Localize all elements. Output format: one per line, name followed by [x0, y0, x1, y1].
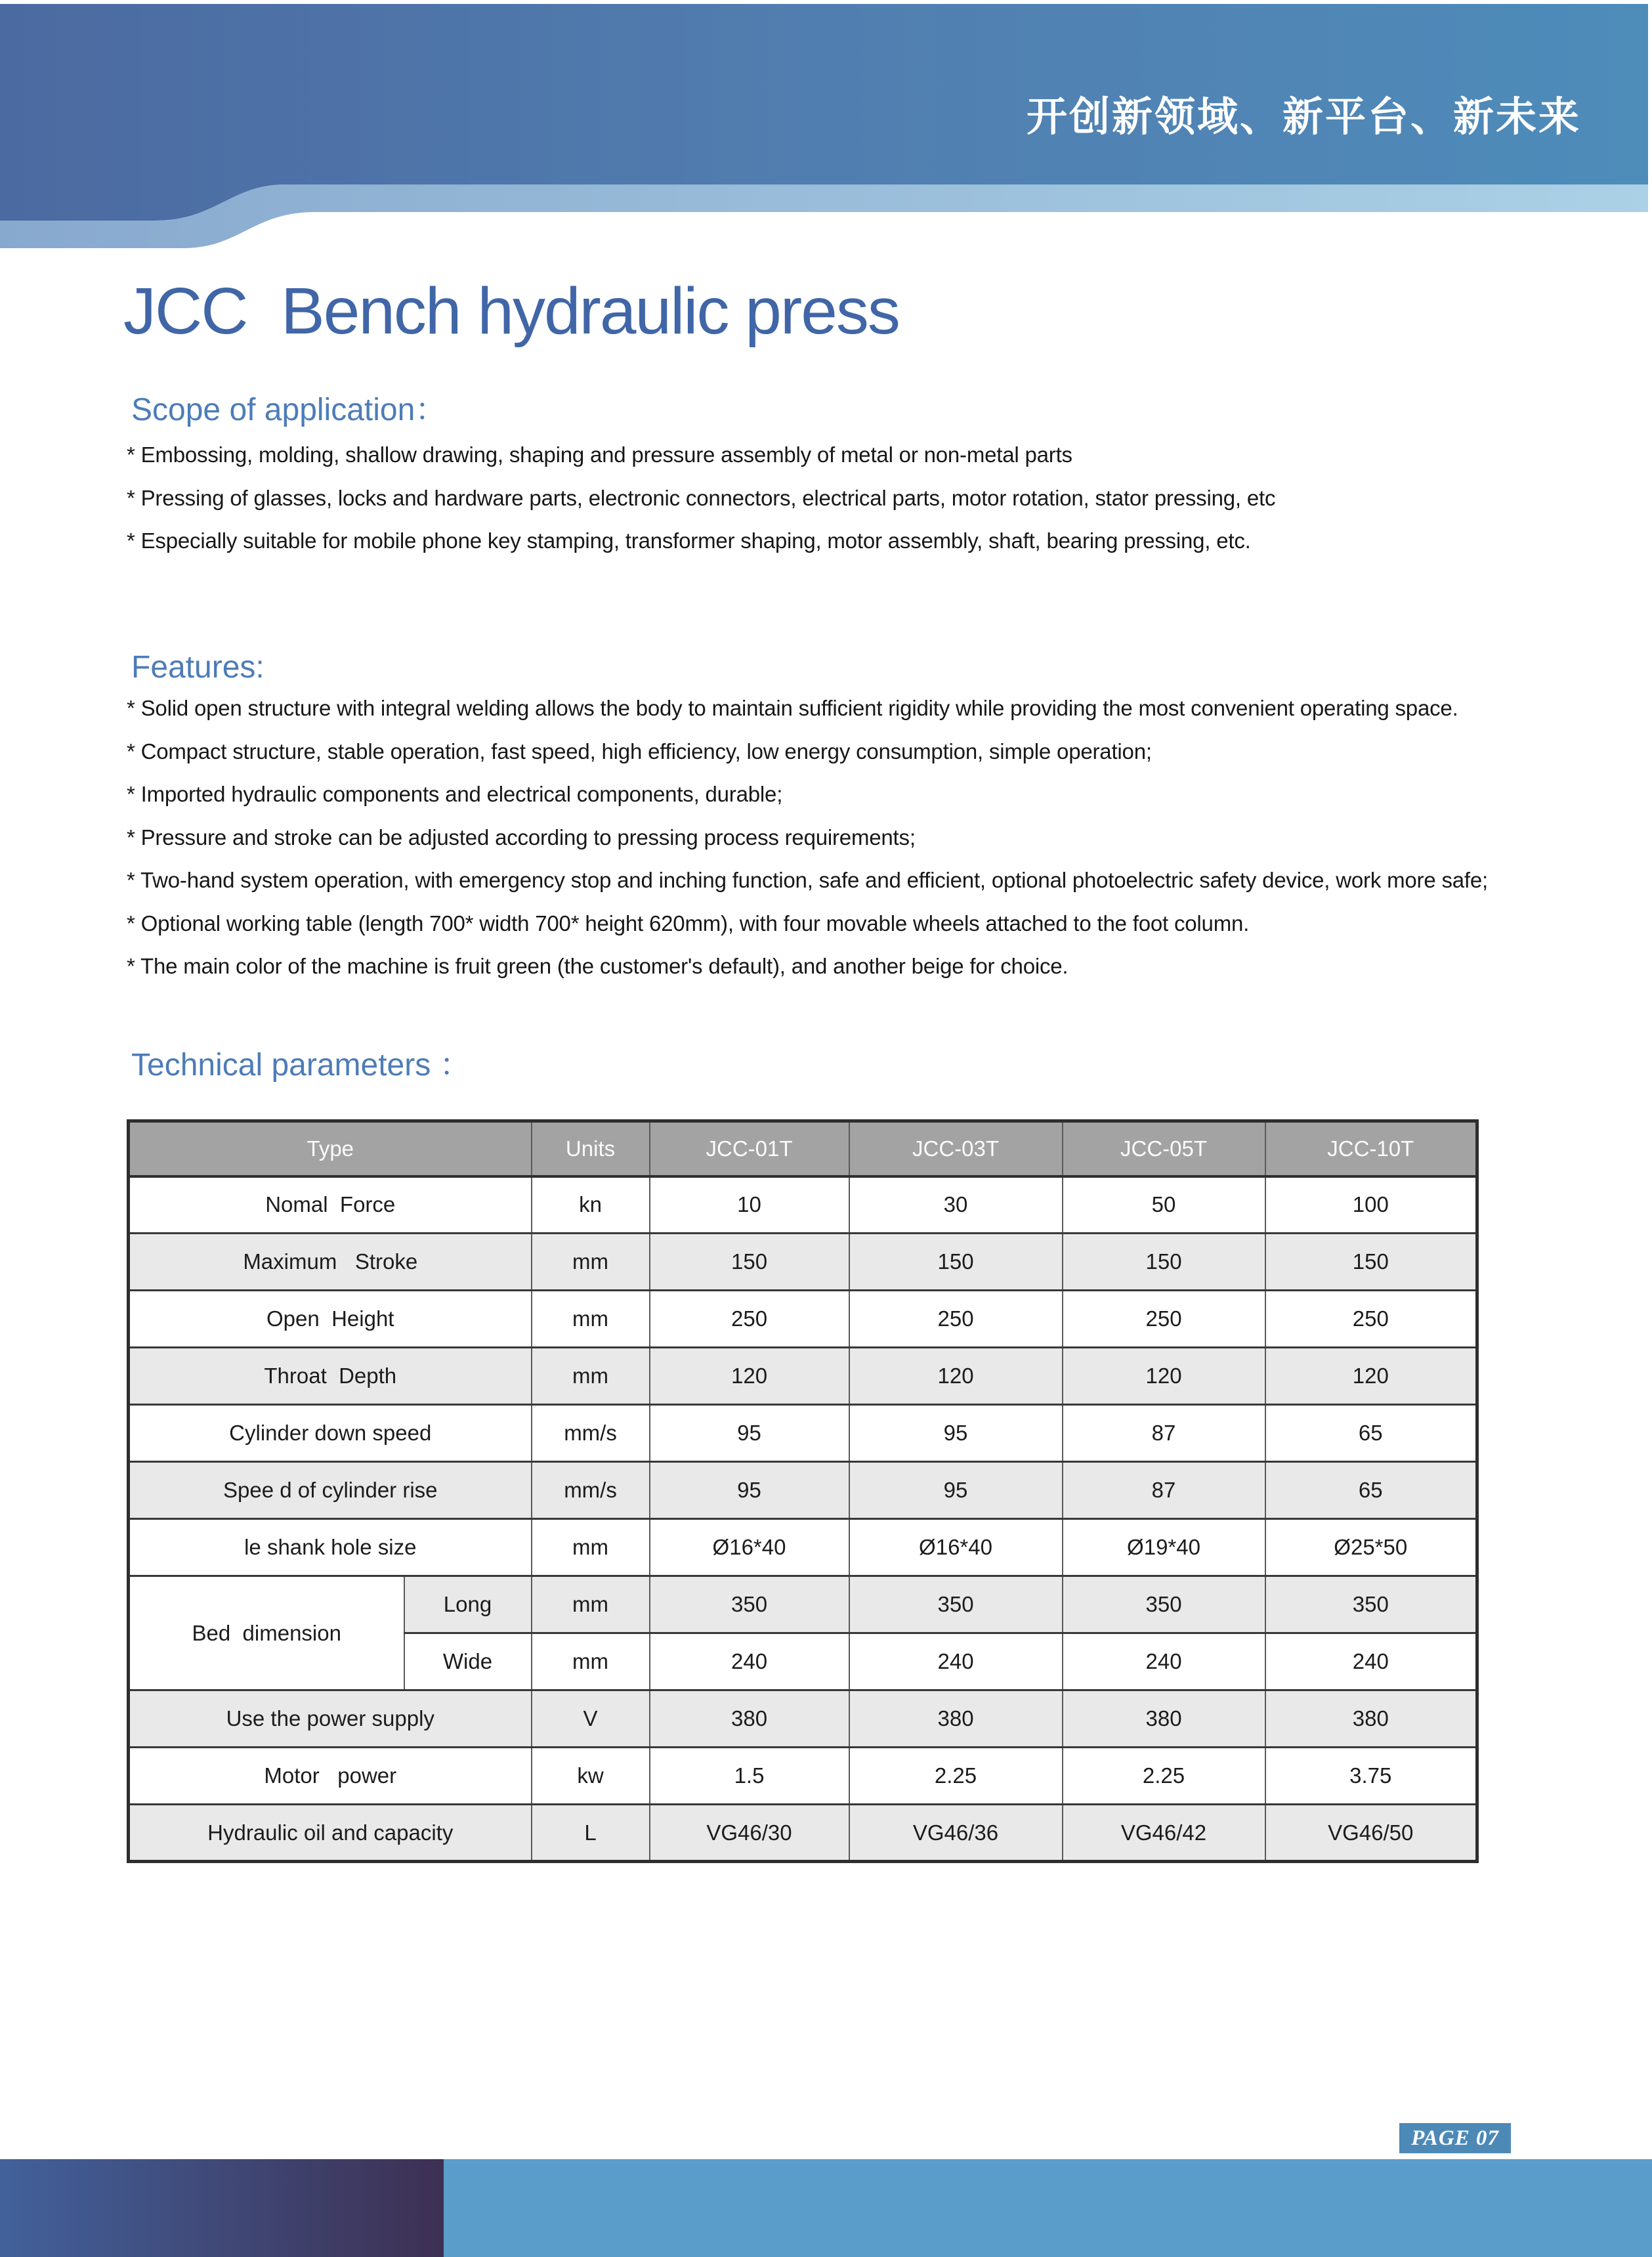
spec-cell: 250	[1063, 1291, 1265, 1348]
spec-cell: VG46/42	[1063, 1805, 1265, 1862]
unit-cell: V	[532, 1690, 650, 1748]
row-label: Cylinder down speed	[129, 1405, 532, 1462]
spec-cell: 1.5	[650, 1748, 849, 1805]
spec-cell: 120	[1063, 1348, 1265, 1405]
features-list	[127, 687, 1488, 988]
spec-cell: 120	[849, 1348, 1063, 1405]
column-header-type: Type	[129, 1121, 532, 1176]
spec-cell: 50	[1063, 1176, 1265, 1234]
unit-cell: mm	[532, 1576, 650, 1633]
spec-cell: 3.75	[1265, 1748, 1477, 1805]
scope-list	[127, 433, 1275, 563]
spec-cell: 240	[1063, 1633, 1265, 1690]
spec-cell: 2.25	[1063, 1748, 1265, 1805]
spec-cell: 120	[1265, 1348, 1477, 1405]
unit-cell: mm	[532, 1234, 650, 1291]
spec-cell: 10	[650, 1176, 849, 1234]
spec-cell: 240	[849, 1633, 1063, 1690]
spec-cell: VG46/30	[650, 1805, 849, 1862]
table-row	[129, 1576, 1477, 1633]
spec-cell: Ø16*40	[849, 1519, 1063, 1576]
spec-cell: 65	[1265, 1405, 1477, 1462]
table-row	[129, 1405, 1477, 1462]
row-label: Motor power	[129, 1748, 532, 1805]
row-sublabel: Long	[404, 1576, 532, 1633]
unit-cell: L	[532, 1805, 650, 1862]
spec-cell: 250	[650, 1291, 849, 1348]
unit-cell: kw	[532, 1748, 650, 1805]
footer-band	[0, 2159, 1652, 2257]
row-label: Use the power supply	[129, 1690, 532, 1748]
list-item: * Two-hand system operation, with emergency stop and inching function, safe and efficient, optional photoelectric safety device, work more safe;	[127, 868, 1488, 892]
unit-cell: mm/s	[532, 1462, 650, 1519]
column-header-model: JCC-01T	[650, 1121, 849, 1176]
spec-cell: 250	[1265, 1291, 1477, 1348]
row-label: Hydraulic oil and capacity	[129, 1805, 532, 1862]
column-header-units: Units	[532, 1121, 650, 1176]
list-item: * Solid open structure with integral welding allows the body to maintain sufficient rigidity while providing the most convenient operating space.	[127, 696, 1458, 720]
table-row	[129, 1690, 1477, 1748]
spec-cell: 95	[849, 1405, 1063, 1462]
spec-cell: 150	[1063, 1234, 1265, 1291]
table-row	[129, 1291, 1477, 1348]
spec-cell: 95	[650, 1462, 849, 1519]
spec-cell: 30	[849, 1176, 1063, 1234]
table-row	[129, 1519, 1477, 1576]
list-item: * Pressing of glasses, locks and hardware parts, electronic connectors, electrical parts, motor rotation, stator pressing, etc	[127, 485, 1276, 510]
spec-cell: 240	[650, 1633, 849, 1690]
spec-cell: 380	[1265, 1690, 1477, 1748]
spec-cell: 350	[1265, 1576, 1477, 1633]
unit-cell: kn	[532, 1176, 650, 1234]
spec-cell: 350	[1063, 1576, 1265, 1633]
spec-cell: 380	[1063, 1690, 1265, 1748]
tech-parameters-heading: Technical parameters ：	[131, 1048, 471, 1083]
row-label: Throat Depth	[129, 1348, 532, 1405]
spec-cell: 150	[650, 1234, 849, 1291]
column-header-model: JCC-03T	[849, 1121, 1063, 1176]
spec-cell: 380	[650, 1690, 849, 1748]
footer-accent-block	[0, 2159, 444, 2257]
row-label: Open Height	[129, 1291, 532, 1348]
unit-cell: mm	[532, 1348, 650, 1405]
page-number-badge	[1399, 2123, 1511, 2153]
spec-cell: 380	[849, 1690, 1063, 1748]
page-title: JCC Bench hydraulic press	[123, 274, 899, 348]
list-item: * Embossing, molding, shallow drawing, shaping and pressure assembly of metal or non-metal parts	[127, 442, 1072, 467]
unit-cell: mm	[532, 1633, 650, 1690]
spec-cell: Ø19*40	[1063, 1519, 1265, 1576]
spec-cell: VG46/50	[1265, 1805, 1477, 1862]
scope-heading: Scope of application：	[131, 393, 447, 427]
table-row	[129, 1234, 1477, 1291]
table-row	[129, 1462, 1477, 1519]
list-item: * The main color of the machine is fruit green (the customer's default), and another beige for choice.	[127, 954, 1069, 978]
row-label-group: Bed dimension	[129, 1576, 404, 1690]
spec-cell: 65	[1265, 1462, 1477, 1519]
page-number-label: PAGE 07	[1411, 2126, 1499, 2150]
row-label: Nomal Force	[129, 1176, 532, 1234]
row-label: Maximum Stroke	[129, 1234, 532, 1291]
spec-cell: 100	[1265, 1176, 1477, 1234]
spec-cell: 150	[1265, 1234, 1477, 1291]
unit-cell: mm	[532, 1519, 650, 1576]
spec-cell: VG46/36	[849, 1805, 1063, 1862]
spec-cell: 350	[849, 1576, 1063, 1633]
spec-cell: 150	[849, 1234, 1063, 1291]
spec-table	[127, 1119, 1479, 1863]
spec-cell: 95	[849, 1462, 1063, 1519]
spec-cell: 87	[1063, 1405, 1265, 1462]
unit-cell: mm/s	[532, 1405, 650, 1462]
column-header-model: JCC-10T	[1265, 1121, 1477, 1176]
list-item: * Especially suitable for mobile phone key stamping, transformer shaping, motor assembly, shaft, bearing pressing, etc.	[127, 528, 1251, 553]
spec-cell: 95	[650, 1405, 849, 1462]
table-header-row	[129, 1121, 1477, 1176]
row-label: le shank hole size	[129, 1519, 532, 1576]
unit-cell: mm	[532, 1291, 650, 1348]
table-row	[129, 1748, 1477, 1805]
spec-cell: 350	[650, 1576, 849, 1633]
features-heading: Features:	[131, 650, 265, 685]
header-stripe-swoosh	[0, 184, 1648, 248]
list-item: * Pressure and stroke can be adjusted according to pressing process requirements;	[127, 825, 916, 849]
table-row	[129, 1176, 1477, 1234]
spec-cell: 240	[1265, 1633, 1477, 1690]
spec-cell: Ø16*40	[650, 1519, 849, 1576]
spec-cell: 2.25	[849, 1748, 1063, 1805]
spec-cell: 250	[849, 1291, 1063, 1348]
list-item: * Imported hydraulic components and electrical components, durable;	[127, 782, 783, 806]
row-label: Spee d of cylinder rise	[129, 1462, 532, 1519]
spec-cell: Ø25*50	[1265, 1519, 1477, 1576]
header-slogan: 开创新领域、新平台、新未来	[1026, 95, 1581, 140]
spec-cell: 87	[1063, 1462, 1265, 1519]
column-header-model: JCC-05T	[1063, 1121, 1265, 1176]
row-sublabel: Wide	[404, 1633, 532, 1690]
list-item: * Optional working table (length 700* width 700* height 620mm), with four movable wheels attached to the foot column.	[127, 911, 1250, 935]
spec-cell: 120	[650, 1348, 849, 1405]
table-row	[129, 1805, 1477, 1862]
table-row	[129, 1348, 1477, 1405]
list-item: * Compact structure, stable operation, fast speed, high efficiency, low energy consumption, simple operation;	[127, 739, 1152, 763]
